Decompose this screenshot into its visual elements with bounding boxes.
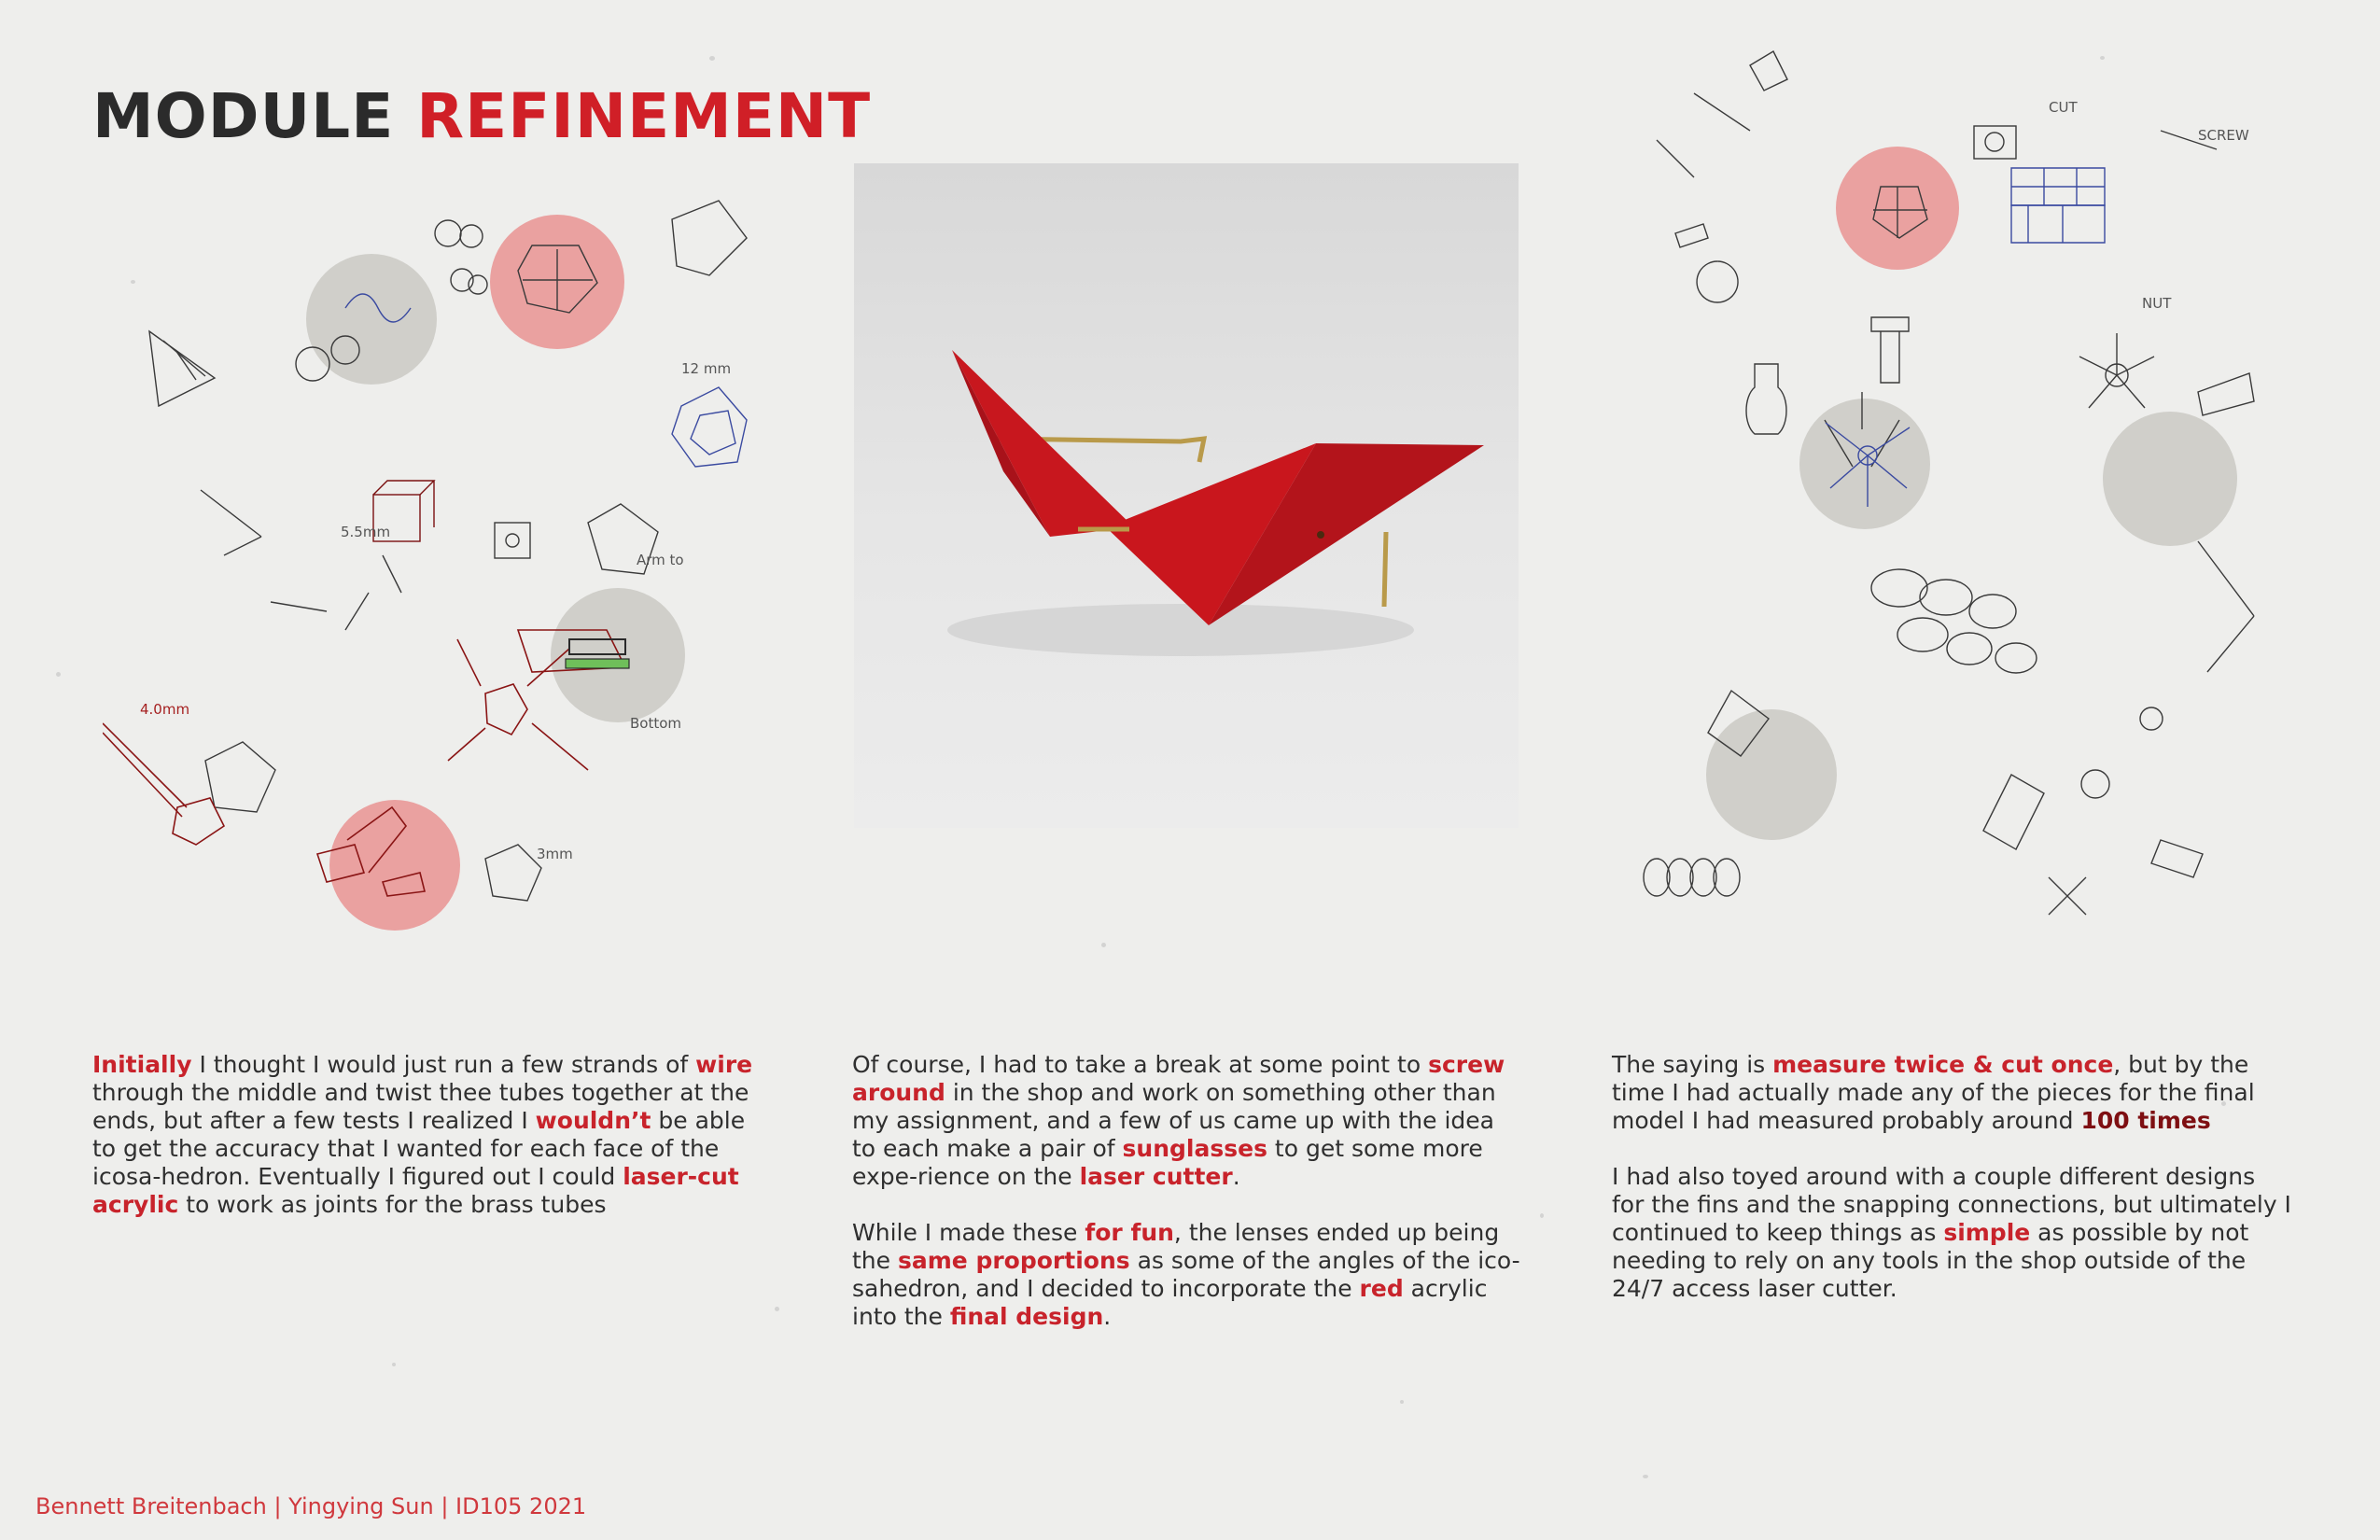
left-sketch-cluster — [103, 163, 775, 938]
highlighted-phrase: laser-cut acrylic — [92, 1163, 739, 1218]
sunglasses-illustration — [854, 163, 1519, 828]
sketch-note: Bottom — [630, 715, 682, 732]
highlighted-phrase: screw around — [852, 1051, 1505, 1106]
sketch-note: 3mm — [537, 846, 573, 862]
sketch-note: NUT — [2142, 295, 2172, 312]
body-paragraph — [1612, 1163, 2293, 1303]
sketch-note: Arm to — [637, 552, 684, 568]
sketch-note: 12 mm — [681, 360, 732, 377]
highlighted-phrase: measure twice & cut once — [1772, 1051, 2114, 1078]
text-segment: I thought I would just run a few strands of — [191, 1051, 696, 1078]
highlight-circle-gray — [2103, 412, 2237, 546]
sketch-note: 5.5mm — [341, 524, 391, 540]
highlighted-phrase: Initially — [92, 1051, 192, 1078]
text-column-right — [1612, 1051, 2293, 1331]
highlighted-phrase: for fun — [1085, 1219, 1174, 1246]
text-column-center — [852, 1051, 1524, 1359]
body-paragraph — [852, 1051, 1524, 1191]
text-segment: acrylic into the — [852, 1275, 1488, 1330]
text-segment: , but by the time I had actually made any of the pieces for the final model I had measured probably around — [1612, 1051, 2255, 1134]
highlight-circle-red — [329, 800, 460, 931]
page-title — [92, 80, 872, 152]
text-segment: in the shop and work on something other than my assignment, and a few of us came up with the idea to each make a pair of — [852, 1079, 1496, 1162]
title-word-module: MODULE — [92, 80, 395, 152]
text-segment: to work as joints for the brass tubes — [178, 1191, 607, 1218]
text-column-left — [92, 1051, 760, 1247]
right-sketch-cluster — [1601, 37, 2329, 961]
body-paragraph — [1612, 1051, 2293, 1135]
sunglasses-photo — [854, 163, 1519, 828]
text-segment: , the lenses ended up being the — [852, 1219, 1500, 1274]
text-segment: as some of the angles of the ico-sahedron, and I decided to incorporate the — [852, 1247, 1520, 1302]
text-segment: I had also toyed around with a couple different designs for the fins and the snapping connections, but ultimately I continued to keep things as — [1612, 1163, 2291, 1246]
highlighted-phrase: simple — [1943, 1219, 2031, 1246]
text-segment: be able to get the accuracy that I wanted for each face of the icosa-hedron. Eventually I figured out I could — [92, 1107, 746, 1190]
text-segment: The saying is — [1612, 1051, 1773, 1078]
highlighted-phrase: same proportions — [897, 1247, 1130, 1274]
text-segment: . — [1103, 1303, 1112, 1330]
author-credit: Bennett Breitenbach | Yingying Sun | ID105 2021 — [35, 1493, 587, 1519]
body-paragraph — [92, 1051, 760, 1219]
body-paragraph — [852, 1219, 1524, 1331]
sketch-note: SCREW — [2198, 127, 2249, 144]
text-segment: to get some more expe-rience on the — [852, 1135, 1483, 1190]
sketch-note: CUT — [2049, 99, 2078, 116]
text-segment: While I made these — [852, 1219, 1085, 1246]
text-segment: Of course, I had to take a break at some point to — [852, 1051, 1429, 1078]
highlighted-phrase: final design — [949, 1303, 1104, 1330]
text-segment: as possible by not needing to rely on any tools in the shop outside of the 24/7 access laser cutter. — [1612, 1219, 2249, 1302]
title-word-refinement: REFINEMENT — [416, 80, 872, 152]
text-segment: . — [1232, 1163, 1240, 1190]
highlight-circle-gray — [1706, 709, 1837, 840]
highlighted-phrase: red — [1359, 1275, 1404, 1302]
highlighted-phrase: 100 times — [2080, 1107, 2211, 1134]
highlight-circle-gray — [306, 254, 437, 385]
highlighted-phrase: sunglasses — [1122, 1135, 1267, 1162]
highlighted-phrase: laser cutter — [1079, 1163, 1233, 1190]
highlighted-phrase: wire — [695, 1051, 753, 1078]
text-segment: through the middle and twist thee tubes together at the ends, but after a few tests I realized I — [92, 1079, 749, 1134]
highlighted-phrase: wouldn’t — [535, 1107, 651, 1134]
sketch-note: 4.0mm — [140, 701, 190, 718]
